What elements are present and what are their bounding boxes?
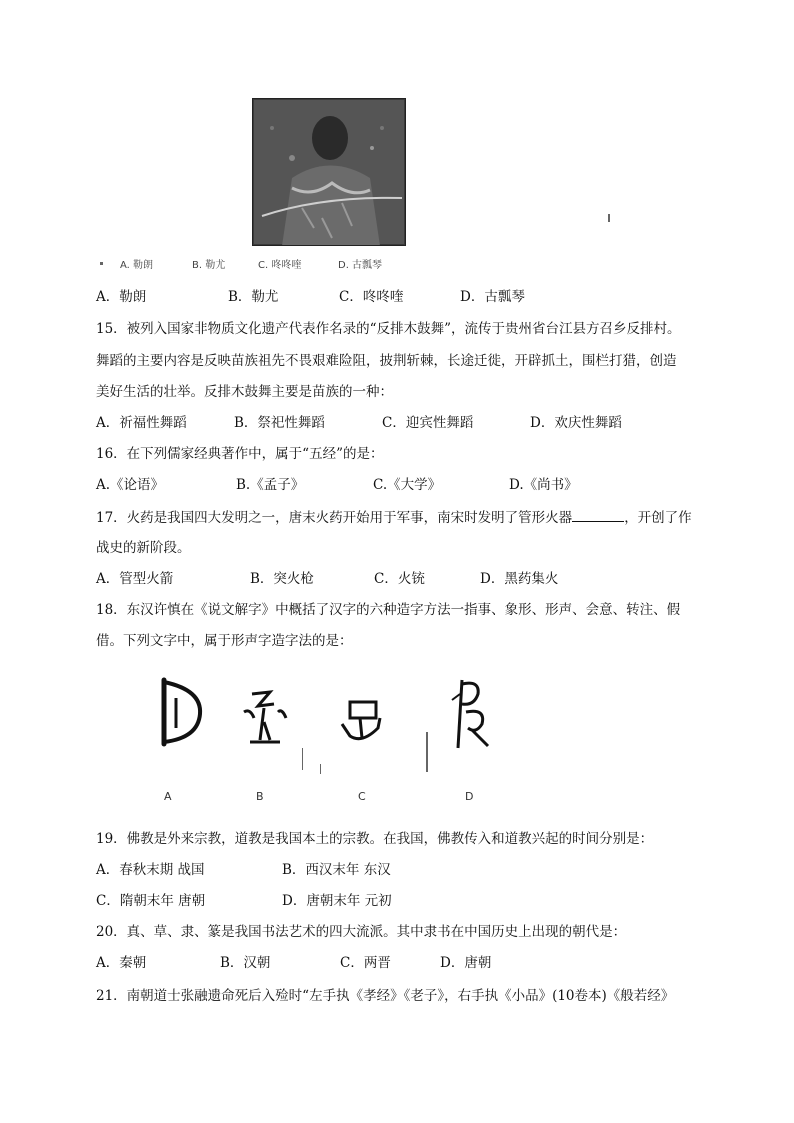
caption-b: B. 勒尤 — [192, 260, 226, 271]
glyph-label-d: D — [465, 790, 474, 803]
q17-stem-part1: 17．火药是我国四大发明之一，唐末火药开始用于军事，南宋时发明了管形火器 — [96, 510, 573, 526]
q18-stem-line2: 借。下列文字中，属于形声字造字法的是： — [96, 633, 353, 649]
q16-option-c: C.《大学》 — [373, 477, 442, 493]
q15-stem-line2: 舞蹈的主要内容是反映苗族祖先不畏艰难险阻，披荆斩棘，长途迁徙，开辟抓土，围栏打猎，创造 — [96, 353, 677, 369]
q14-option-a: A．勒朗 — [96, 289, 147, 305]
caption-c: C. 咚咚喹 — [258, 260, 302, 271]
glyph-label-b: B — [256, 790, 264, 803]
q20-option-c: C．两晋 — [340, 955, 391, 971]
scan-speck — [320, 764, 321, 774]
q15-option-a: A．祈福性舞蹈 — [96, 415, 187, 431]
scan-speck — [302, 748, 303, 770]
q14-option-b: B．勒尤 — [228, 289, 279, 305]
glyph-d — [438, 672, 508, 752]
glyph-label-a: A — [164, 790, 172, 803]
glyph-label-c: C — [358, 790, 366, 803]
caption-a: A. 勒朗 — [120, 260, 154, 271]
q20-stem: 20．真、草、隶、篆是我国书法艺术的四大流派。其中隶书在中国历史上出现的朝代是： — [96, 924, 627, 940]
q15-option-d: D．欢庆性舞蹈 — [530, 415, 622, 431]
q20-option-b: B．汉朝 — [220, 955, 271, 971]
instrument-photo — [252, 98, 406, 246]
q17-option-d: D．黑药集火 — [480, 571, 559, 587]
q19-option-c: C．隋朝末年 唐朝 — [96, 893, 206, 909]
q19-option-d: D．唐朝末年 元初 — [282, 893, 392, 909]
glyph-c — [328, 672, 398, 752]
q17-answer-blank — [572, 507, 624, 522]
caption-d: D. 古瓢琴 — [338, 260, 383, 271]
q17-stem-line1 — [96, 507, 692, 528]
q15-option-c: C．迎宾性舞蹈 — [382, 415, 474, 431]
q17-option-c: C．火铳 — [374, 571, 425, 587]
q19-stem: 19．佛教是外来宗教，道教是我国本土的宗教。在我国，佛教传入和道教兴起的时间分别是： — [96, 831, 654, 847]
q18-stem-line1: 18．东汉许慎在《说文解字》中概括了汉字的六种造字方法一指事、象形、形声、会意、转注、假 — [96, 602, 681, 618]
q15-stem-line1: 15．被列入国家非物质文化遗产代表作名录的“反排木鼓舞”，流传于贵州省台江县方召乡反排村。 — [96, 321, 681, 337]
q16-option-b: B.《孟子》 — [236, 477, 305, 493]
q17-stem-line2: 战史的新阶段。 — [96, 540, 191, 556]
q21-stem-line1: 21．南朝道士张融遗命死后入殓时“左手执《孝经》《老子》，右手执《小品》(10卷本)《般若经》 — [96, 988, 675, 1004]
q20-option-d: D．唐朝 — [440, 955, 492, 971]
q14-option-d: D．古瓢琴 — [460, 289, 525, 305]
q16-option-d: D.《尚书》 — [509, 477, 578, 493]
scan-speck — [608, 214, 610, 222]
glyph-b — [230, 672, 300, 752]
q20-option-a: A．秦朝 — [96, 955, 147, 971]
q19-option-a: A．春秋末期 战国 — [96, 862, 205, 878]
q17-stem-part2: ，开创了作 — [624, 510, 692, 526]
q15-option-b: B．祭祀性舞蹈 — [234, 415, 325, 431]
ancient-glyphs — [120, 662, 540, 812]
q17-option-b: B．突火枪 — [250, 571, 314, 587]
glyph-a — [150, 672, 220, 752]
q17-option-a: A．管型火箭 — [96, 571, 174, 587]
scan-speck — [426, 732, 428, 772]
q19-option-b: B．西汉末年 东汉 — [282, 862, 391, 878]
q16-option-a: A.《论语》 — [96, 477, 165, 493]
scan-speck — [100, 262, 103, 265]
q16-stem: 16．在下列儒家经典著作中，属于“五经”的是： — [96, 446, 384, 462]
q14-option-c: C．咚咚喹 — [339, 289, 404, 305]
q15-stem-line3: 美好生活的壮举。反排木鼓舞主要是苗族的一种： — [96, 384, 393, 400]
